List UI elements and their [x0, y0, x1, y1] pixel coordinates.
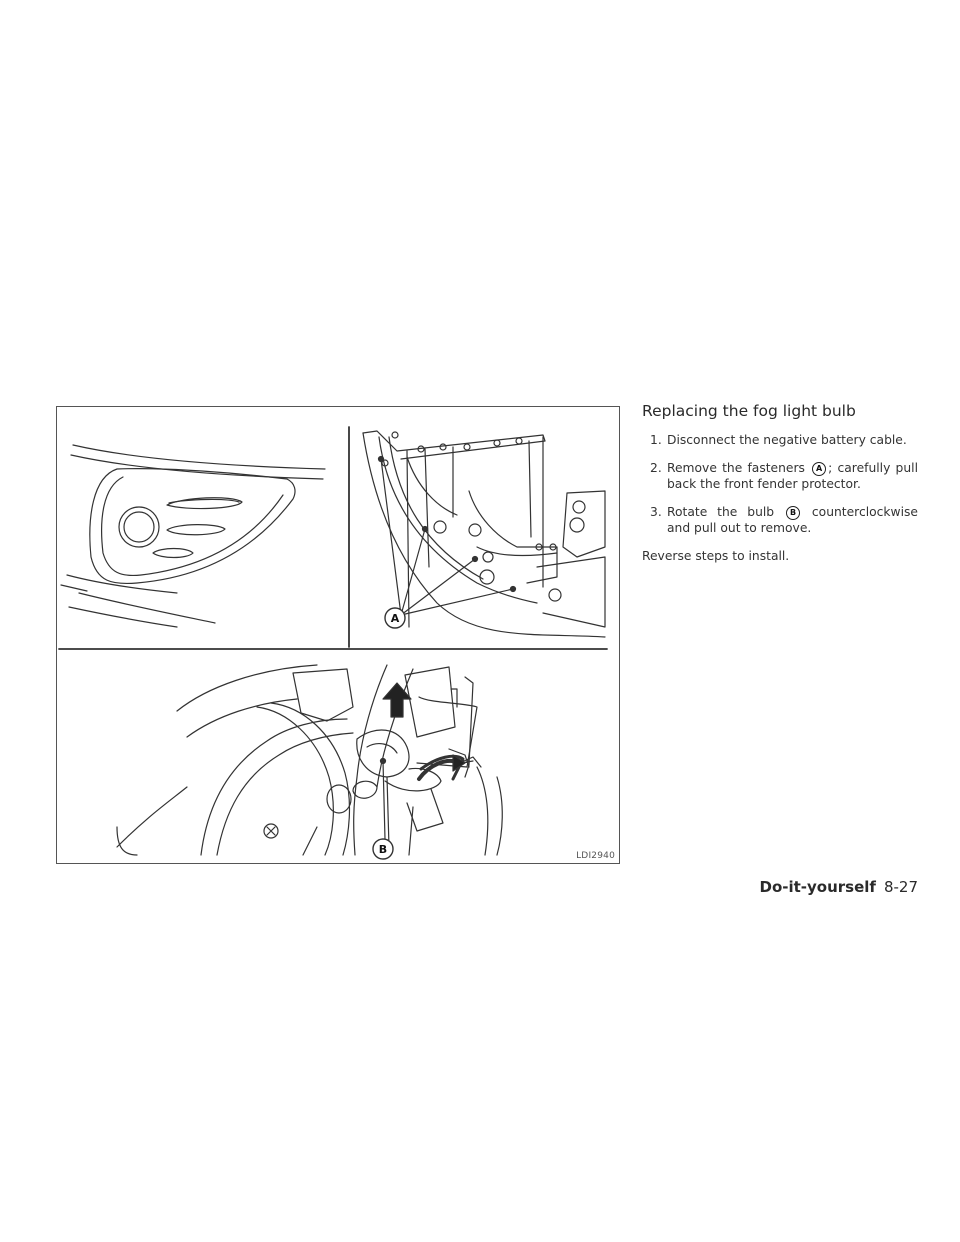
step-3: [642, 504, 918, 536]
page-footer: [760, 878, 919, 896]
pull-arrow-icon: [383, 683, 411, 717]
section-title: Replacing the fog light bulb: [642, 402, 856, 420]
fog-light-housing-drawing: [61, 445, 325, 627]
fender-protector-drawing: [363, 431, 605, 637]
step-text-after: ; carefully pull back the front fender protector.: [667, 461, 918, 491]
step-number: 1.: [650, 433, 662, 447]
step-text-before: Remove the fasteners: [667, 461, 805, 475]
bulb-socket-drawing: [117, 665, 502, 859]
step-number: 2.: [650, 461, 662, 475]
callout-a-label: A: [390, 612, 400, 625]
step-1: [642, 432, 918, 448]
step-text-before: Rotate the bulb: [667, 505, 775, 519]
callout-b-badge: B: [786, 506, 800, 520]
footer-section-name: Do-it-yourself: [759, 878, 876, 896]
reverse-note: Reverse steps to install.: [642, 549, 790, 563]
step-text: Disconnect the negative battery cable.: [667, 433, 907, 447]
step-text-after: counterclockwise and pull out to remove.: [667, 505, 918, 535]
footer-page-number: 8-27: [883, 878, 918, 896]
fog-light-illustration: [56, 406, 620, 864]
instruction-section: [642, 402, 918, 576]
steps-list: [642, 432, 918, 536]
step-number: 3.: [650, 505, 662, 519]
callout-a-badge: A: [812, 462, 826, 476]
callout-b-label: B: [378, 843, 388, 856]
step-2: [642, 460, 918, 492]
figure-code: LDI2940: [576, 851, 615, 861]
illustration-drawing: [57, 407, 619, 863]
